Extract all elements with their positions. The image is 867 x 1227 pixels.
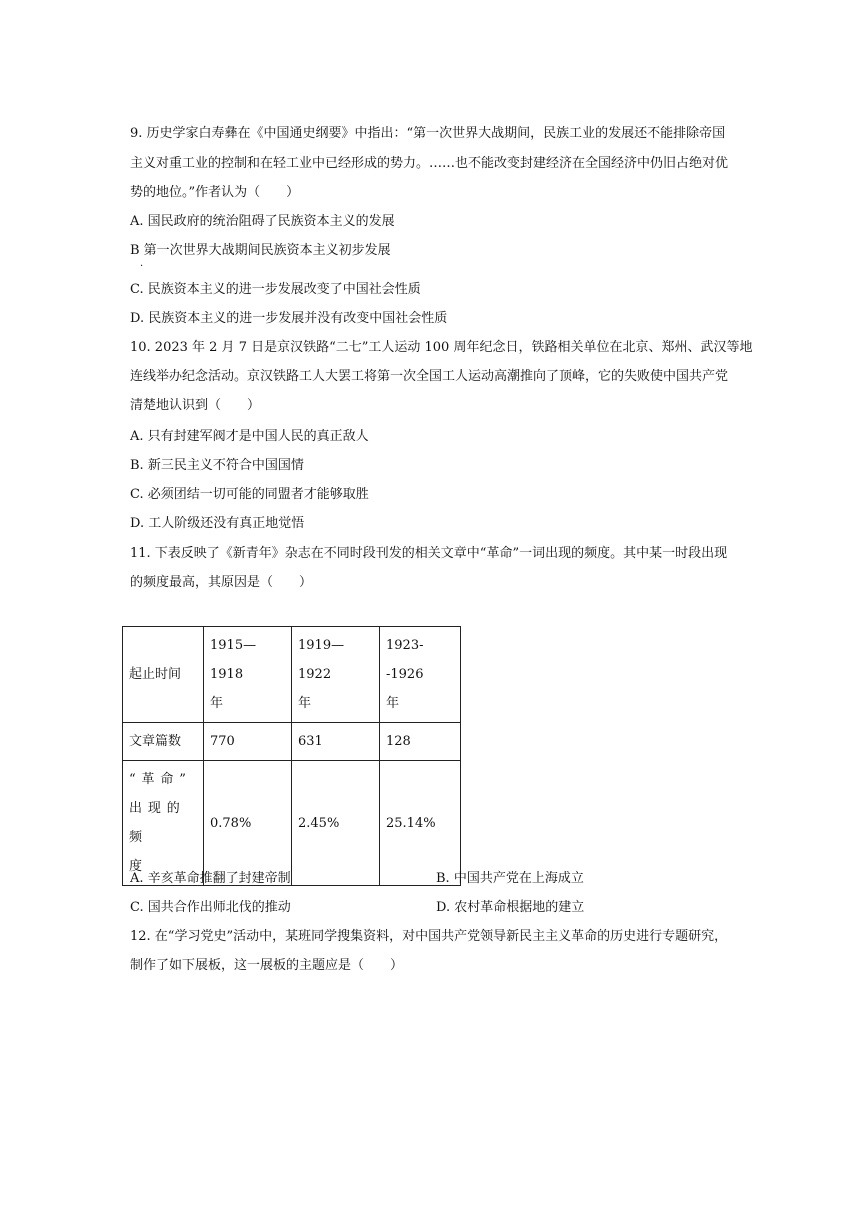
q9-option-b: B 第一次世界大战期间民族资本主义初步发展 [130,243,391,258]
frequency-value: 0.78% [204,761,292,886]
table-header-period-3 [380,627,461,723]
frequency-label-line: “革命” [129,772,192,787]
table-row [123,761,461,886]
q11-stem-line-1: 11. 下表反映了《新青年》杂志在不同时段刊发的相关文章中“革命”一词出现的频度。其中某一时段出现 [130,546,728,561]
q11-option-c: C. 国共合作出师北伐的推动 [130,900,291,915]
q10-option-b: B. 新三民主义不符合中国国情 [130,458,304,473]
period-unit: 年 [386,696,400,711]
q11-option-a: A. 辛亥革命推翻了封建帝制 [130,871,291,886]
period-range: 1919—1922 [298,638,345,682]
table-header-label: 起止时间 [123,627,204,723]
frequency-label-line: 出现的频 [129,801,186,845]
table-row [123,627,461,723]
frequency-value: 2.45% [292,761,380,886]
q9-option-c: C. 民族资本主义的进一步发展改变了中国社会性质 [130,282,421,297]
table-header-period-2 [292,627,380,723]
articles-label: 文章篇数 [123,723,204,761]
period-unit: 年 [298,696,312,711]
frequency-label-line: 度 [129,859,143,874]
articles-value: 631 [292,723,380,761]
articles-value: 770 [204,723,292,761]
period-unit: 年 [210,696,224,711]
period-range: 1915—1918 [210,638,257,682]
q12-stem-line-2: 制作了如下展板，这一展板的主题应是（ ） [130,958,404,973]
frequency-table [122,626,461,886]
q11-option-b: B. 中国共产党在上海成立 [436,871,584,886]
period-range: 1923--1926 [386,638,424,682]
q10-option-c: C. 必须团结一切可能的同盟者才能够取胜 [130,487,369,502]
q10-stem-line-2: 连线举办纪念活动。京汉铁路工人大罢工将第一次全国工人运动高潮推向了顶峰，它的失败使中国共产党 [130,369,729,384]
table-row [123,723,461,761]
q11-stem-line-2: 的频度最高，其原因是（ ） [130,575,313,590]
q9-option-b-dot: · [140,261,144,272]
q10-stem-line-3: 清楚地认识到（ ） [130,398,261,413]
articles-value: 128 [380,723,461,761]
q9-stem-line-2: 主义对重工业的控制和在轻工业中已经形成的势力。……也不能改变封建经济在全国经济中仍旧占绝对优 [130,156,729,171]
table-header-period-1 [204,627,292,723]
q9-option-a: A. 国民政府的统治阻碍了民族资本主义的发展 [130,214,395,229]
q10-option-a: A. 只有封建军阀才是中国人民的真正敌人 [130,429,369,444]
q9-stem-line-3: 势的地位。”作者认为（ ） [130,185,300,200]
q9-stem-line-1: 9. 历史学家白寿彝在《中国通史纲要》中指出：“第一次世界大战期间，民族工业的发展还不能排除帝国 [130,126,726,141]
q12-stem-line-1: 12. 在“学习党史”活动中，某班同学搜集资料，对中国共产党领导新民主主义革命的历史进行专题研究， [130,929,728,944]
frequency-label [123,761,204,886]
q10-stem-line-1: 10. 2023 年 2 月 7 日是京汉铁路“二七”工人运动 100 周年纪念日，铁路相关单位在北京、郑州、武汉等地 [130,340,753,355]
q10-option-d: D. 工人阶级还没有真正地觉悟 [130,516,305,531]
q11-option-d: D. 农村革命根据地的建立 [436,900,585,915]
frequency-value: 25.14% [380,761,461,886]
q9-option-d: D. 民族资本主义的进一步发展并没有改变中国社会性质 [130,311,448,326]
